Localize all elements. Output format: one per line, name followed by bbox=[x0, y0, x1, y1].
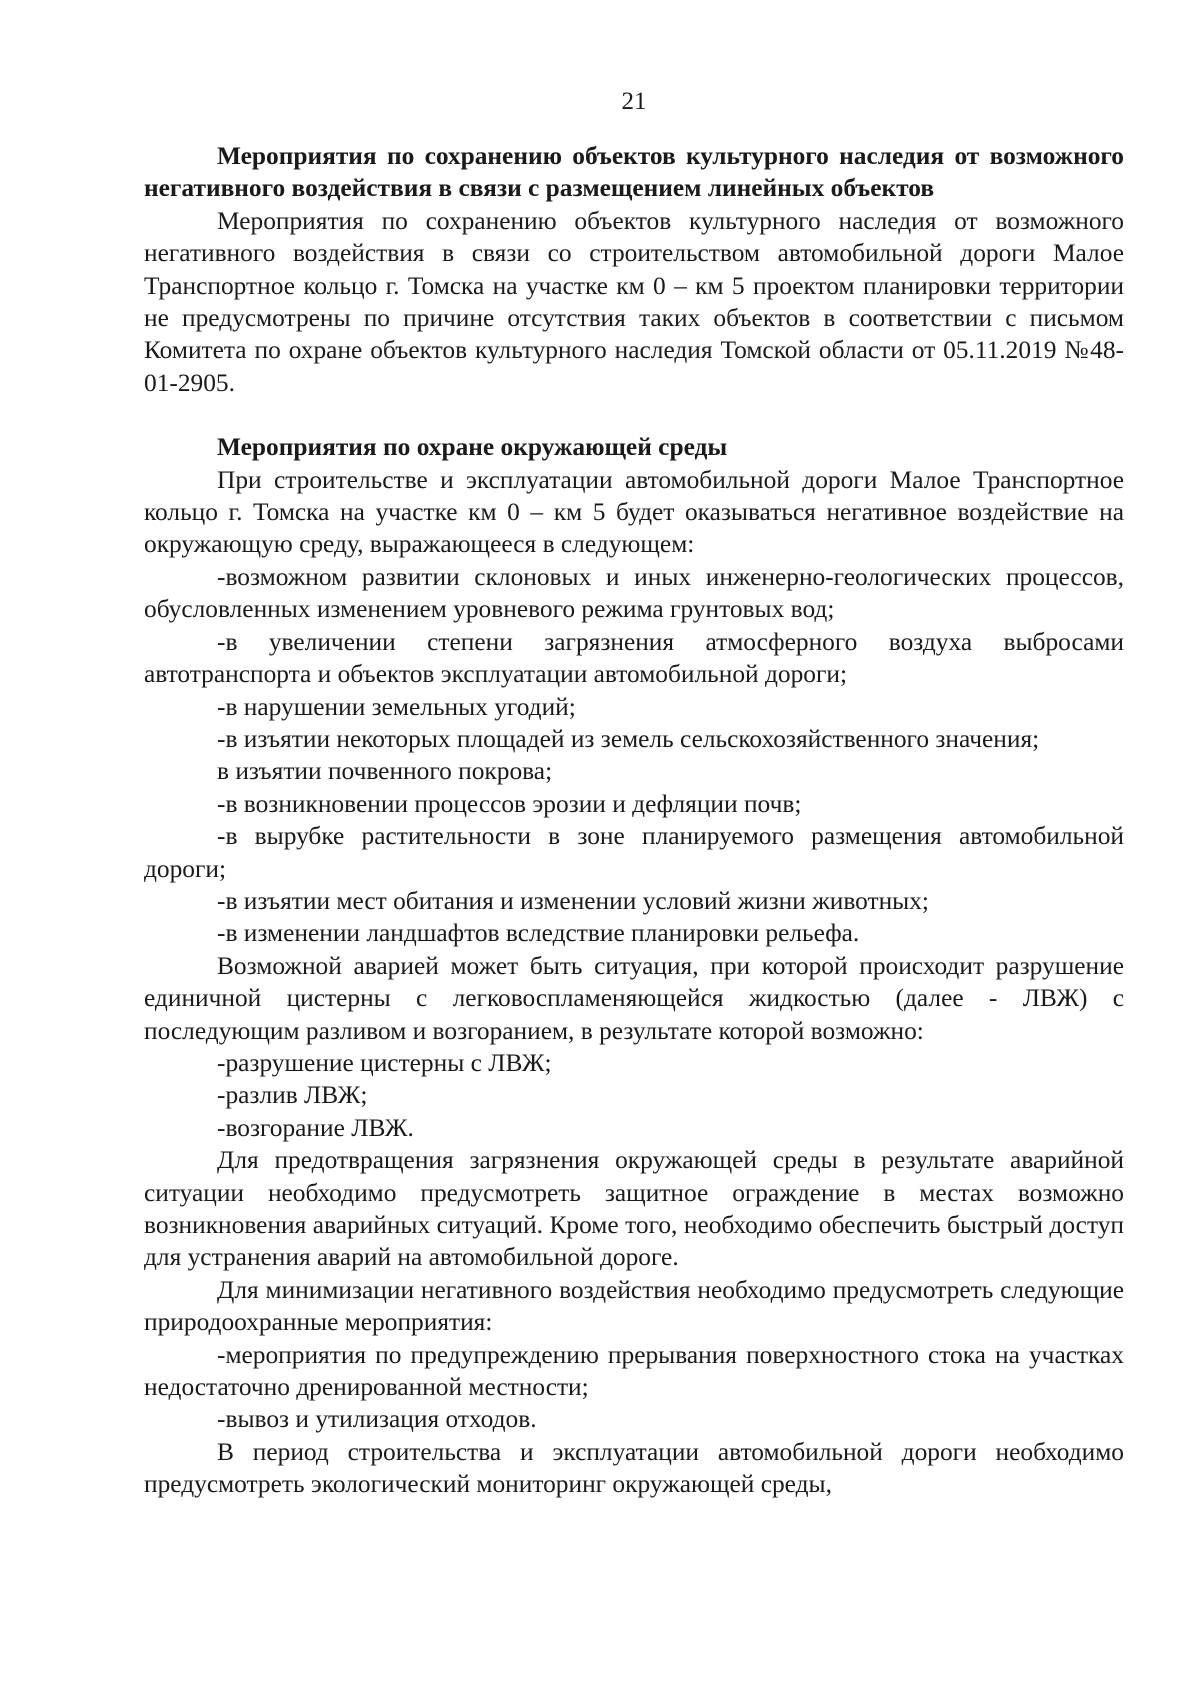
section-heading-environment: Мероприятия по охране окружающей среды bbox=[217, 433, 728, 462]
paragraph-monitoring: В период строительства и эксплуатации автомобильной дороги необходимо предусмотреть экологический мониторинг окружающей среды, bbox=[144, 1437, 1124, 1499]
document-page bbox=[144, 82, 1124, 1501]
paragraph-accident-intro: Возможной аварией может быть ситуация, при которой происходит разрушение единичной цистерны с легковоспламеняющейся жидкостью (далее - ЛВЖ) с последующим разливом и возгоранием, в результате которой возможно: bbox=[144, 951, 1124, 1045]
list-item-accident: -возгорание ЛВЖ. bbox=[217, 1113, 414, 1142]
list-item-impact: в изъятии почвенного покрова; bbox=[217, 757, 553, 786]
section-gap bbox=[144, 399, 1124, 431]
list-item-accident: -разрушение цистерны с ЛВЖ; bbox=[217, 1048, 552, 1077]
paragraph-prevention: Для предотвращения загрязнения окружающей среды в результате аварийной ситуации необходимо предусмотреть защитное ограждение в местах возможно возникновения аварийных ситуаций. Кроме того, необходимо обеспечить быстрый доступ для устранения аварий на автомобильной дороге. bbox=[144, 1146, 1124, 1272]
section-heading-cultural-heritage: Мероприятия по сохранению объектов культурного наследия от возможного негативного воздействия в связи с размещением линейных объектов bbox=[144, 142, 1124, 203]
list-item-measure: -мероприятия по предупреждению прерывания поверхностного стока на участках недостаточно дренированной местности; bbox=[144, 1340, 1124, 1402]
list-item-measure: -вывоз и утилизация отходов. bbox=[217, 1405, 537, 1434]
list-item-impact: -возможном развитии склоновых и иных инженерно-геологических процессов, обусловленных изменением уровневого режима грунтовых вод; bbox=[144, 562, 1124, 624]
list-item-impact: -в увеличении степени загрязнения атмосферного воздуха выбросами автотранспорта и объектов эксплуатации автомобильной дороги; bbox=[144, 627, 1124, 689]
paragraph-environment-intro: При строительстве и эксплуатации автомобильной дороги Малое Транспортное кольцо г. Томска на участке км 0 – км 5 будет оказываться негативное воздействие на окружающую среду, выражающееся в следующем: bbox=[144, 465, 1124, 559]
list-item-impact: -в вырубке растительности в зоне планируемого размещения автомобильной дороги; bbox=[144, 822, 1124, 883]
list-item-accident: -разлив ЛВЖ; bbox=[217, 1081, 368, 1110]
list-item-impact: -в нарушении земельных угодий; bbox=[217, 692, 576, 721]
list-item-impact: -в возникновении процессов эрозии и дефляции почв; bbox=[217, 789, 802, 818]
list-item-impact: -в изъятии мест обитания и изменении условий жизни животных; bbox=[217, 886, 929, 915]
paragraph-cultural-heritage: Мероприятия по сохранению объектов культурного наследия от возможного негативного воздействия в связи со строительством автомобильной дороги Малое Транспортное кольцо г. Томска на участке км 0 – км 5 проектом планировки территории не предусмотрены по причине отсутствия таких объектов в соответствии с письмом Комитета по охране объектов культурного наследия Томской области от 05.11.2019 №48-01-2905. bbox=[144, 206, 1124, 397]
list-item-impact: -в изменении ландшафтов вследствие планировки рельефа. bbox=[217, 919, 860, 948]
page-number: 21 bbox=[621, 88, 647, 115]
paragraph-minimization-intro: Для минимизации негативного воздействия необходимо предусмотреть следующие природоохранные мероприятия: bbox=[144, 1275, 1124, 1337]
list-item-impact: -в изъятии некоторых площадей из земель сельскохозяйственного значения; bbox=[217, 724, 1040, 753]
